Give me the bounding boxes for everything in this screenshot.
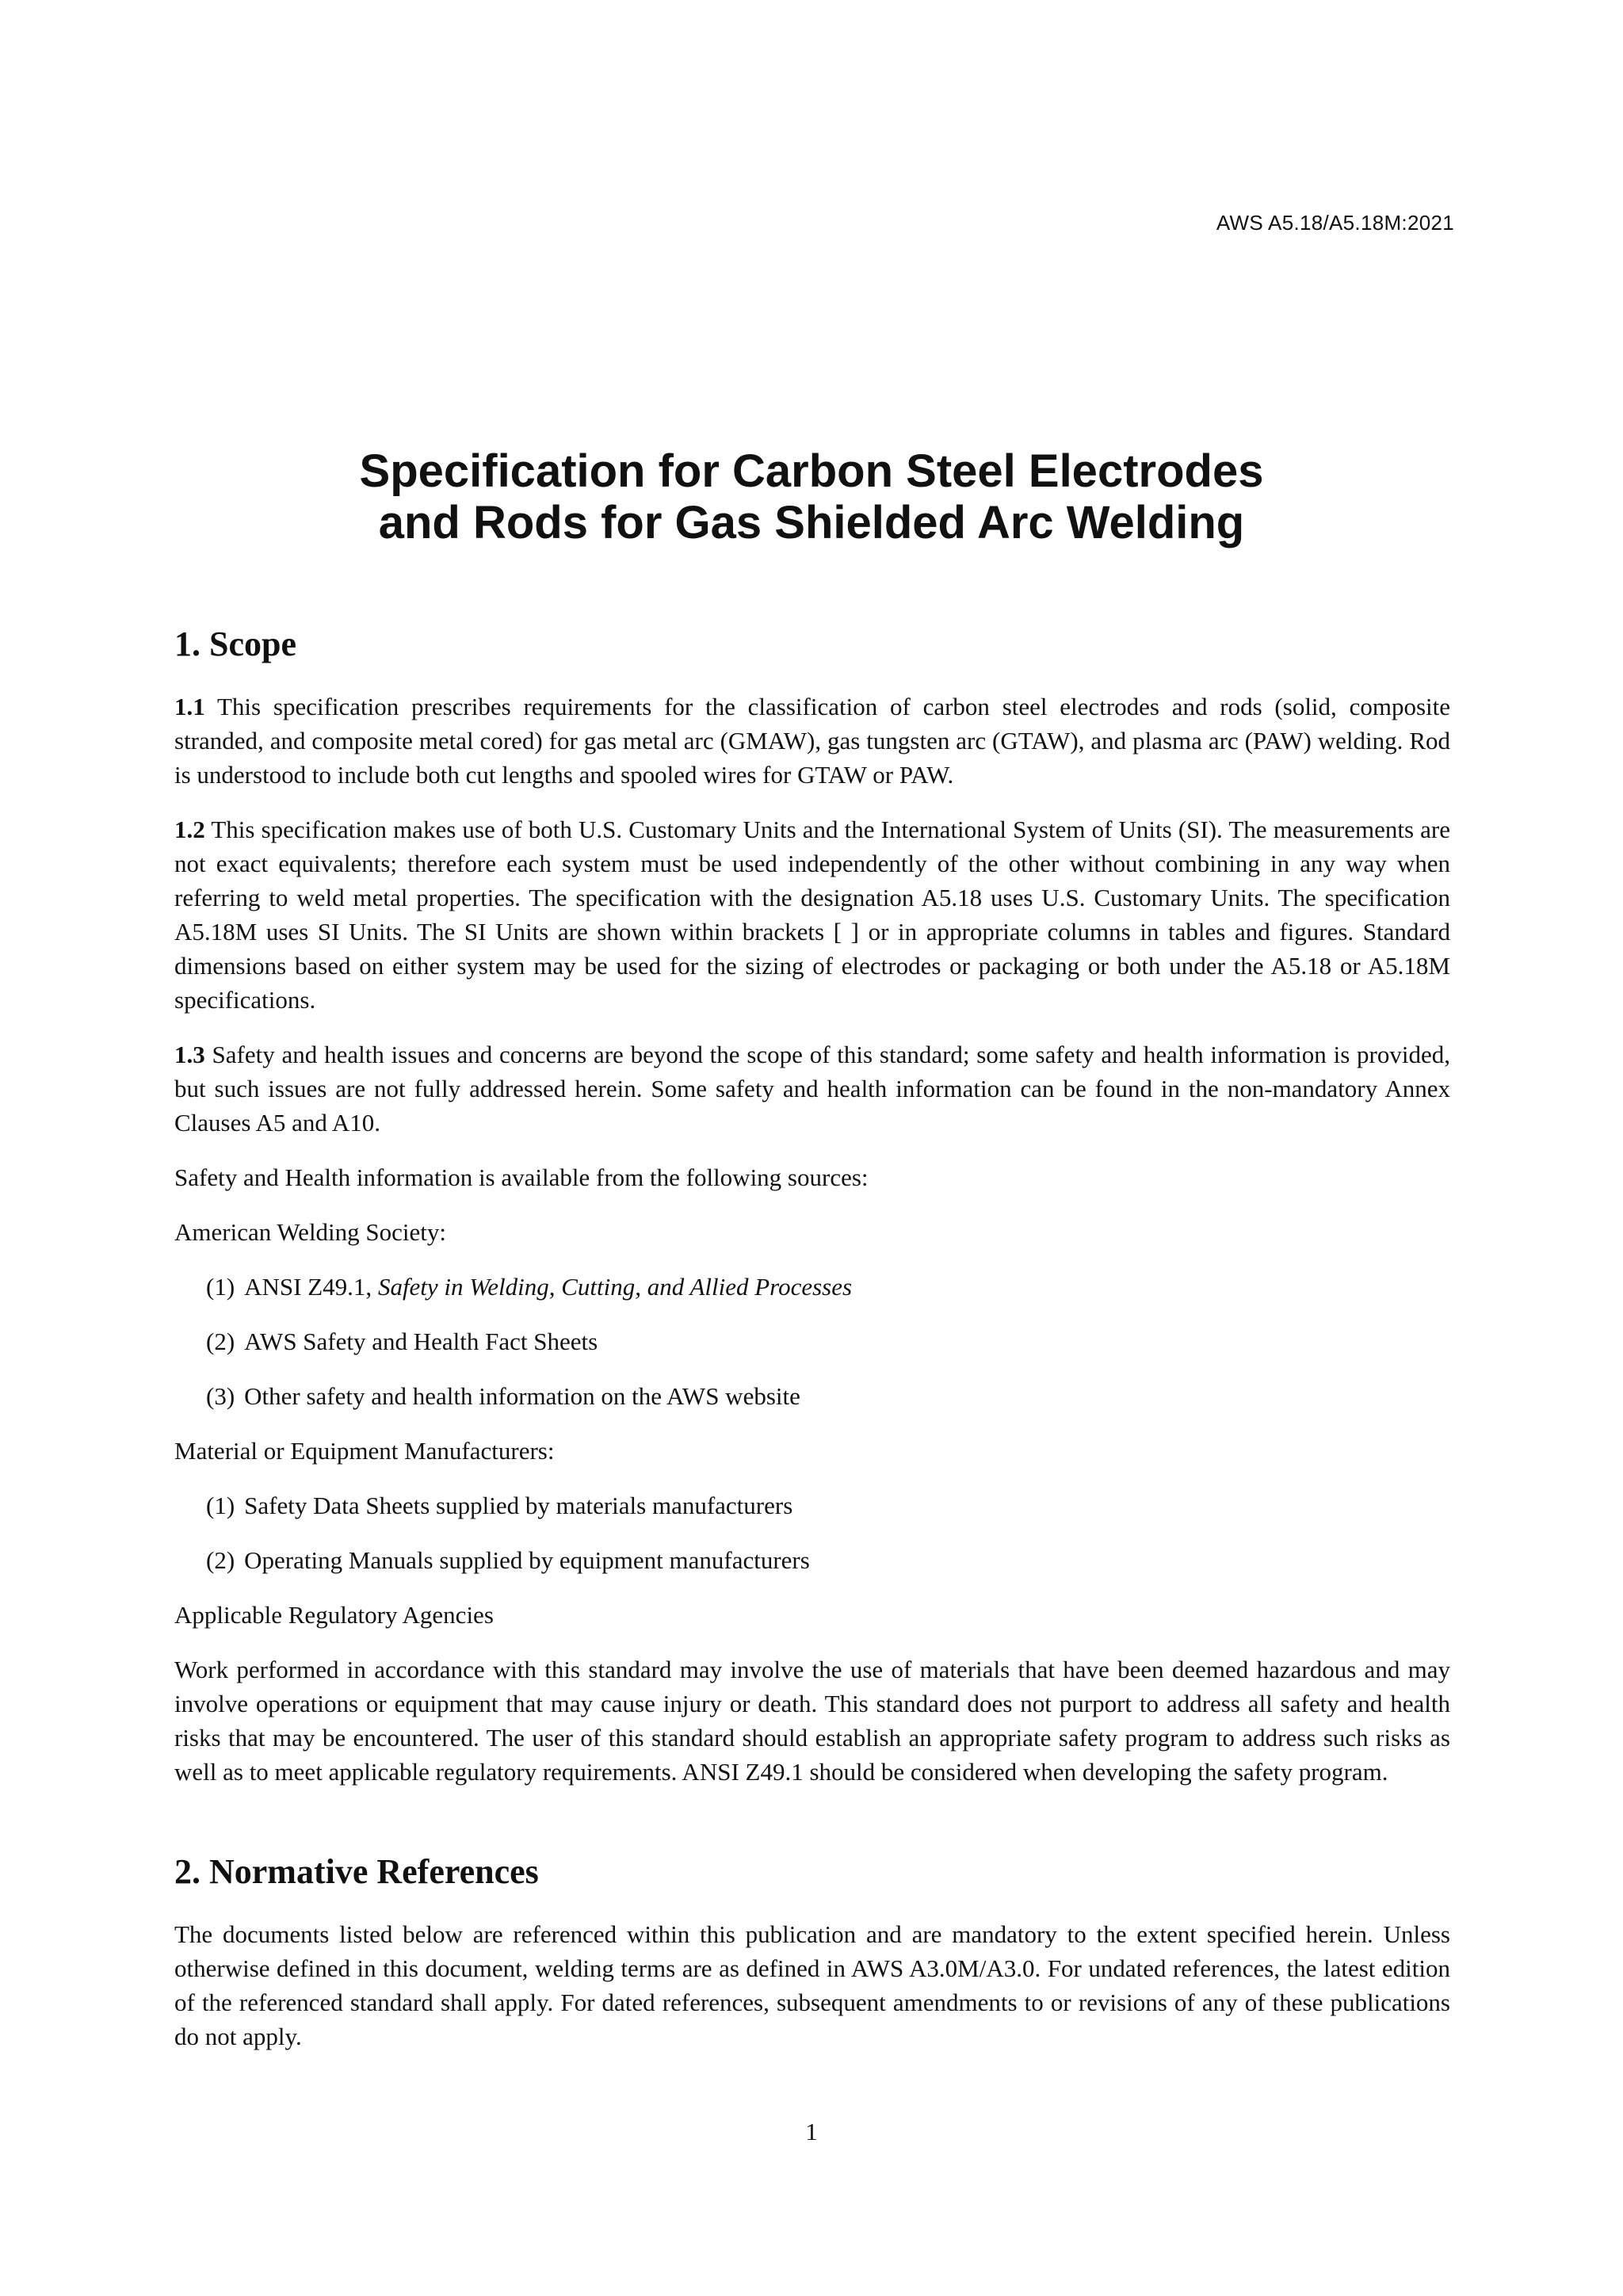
list-item-number: (2) [206, 1328, 235, 1355]
document-title [0, 445, 1623, 548]
clause-text: This specification makes use of both U.S. Customary Units and the International System of Units (SI). The measurements are not exact equivalents; therefore each system must be used independently of the other without combining in any way when referring to weld metal properties. The specification with the designation A5.18 uses U.S. Customary Units. The specification A5.18M uses SI Units. The SI Units are shown within brackets [ ] or in appropriate columns in tables and figures. Standard dimensions based on either system may be used for the sizing of electrodes or packaging or both under the A5.18 or A5.18M specifications. [174, 816, 1450, 1014]
normative-references-paragraph: The documents listed below are referenced within this publication and are mandatory to the extent specified herein. Unless otherwise defined in this document, welding terms are as defined in AWS A3.0M/A3.0. For undated references, the latest edition of the referenced standard shall apply. For dated references, subsequent amendments to or revisions of any of these publications do not apply. [174, 1920, 1450, 2050]
list-item-text: Operating Manuals supplied by equipment manufacturers [244, 1546, 810, 1574]
section-heading-normative-references: 2. Normative References [174, 1852, 539, 1891]
list-item [206, 1324, 1450, 1358]
manufacturers-label: Material or Equipment Manufacturers: [174, 1437, 555, 1465]
list-item-number: (1) [206, 1492, 235, 1519]
list-item [206, 1270, 1450, 1304]
clause-text: Safety and health issues and concerns are beyond the scope of this standard; some safety and health information is provided, but such issues are not fully addressed herein. Some safety and health information can be found in the non-mandatory Annex Clauses A5 and A10. [174, 1041, 1450, 1137]
section-heading-scope: 1. Scope [174, 625, 296, 663]
list-item-italic-title: Safety in Welding, Cutting, and Allied Processes [377, 1273, 853, 1301]
running-header: AWS A5.18/A5.18M:2021 [1216, 211, 1454, 235]
document-body [174, 623, 1450, 2074]
clause-1-1 [174, 690, 1450, 792]
list-item-text: AWS Safety and Health Fact Sheets [244, 1328, 598, 1355]
clause-1-3 [174, 1037, 1450, 1140]
sources-intro: Safety and Health information is available from the following sources: [174, 1163, 869, 1191]
list-item-number: (3) [206, 1382, 235, 1410]
aws-label: American Welding Society: [174, 1218, 447, 1246]
page-number: 1 [805, 2118, 818, 2145]
clause-number: 1.3 [174, 1041, 205, 1068]
aws-sources-list [174, 1270, 1450, 1413]
list-item-number: (1) [206, 1273, 235, 1301]
clause-number: 1.1 [174, 693, 205, 720]
title-line-1: Specification for Carbon Steel Electrodes [359, 445, 1264, 497]
agencies-label: Applicable Regulatory Agencies [174, 1601, 494, 1629]
list-item [206, 1379, 1450, 1413]
clause-number: 1.2 [174, 816, 205, 843]
list-item-prefix: ANSI Z49.1, [244, 1273, 378, 1301]
list-item [206, 1543, 1450, 1577]
list-item-number: (2) [206, 1546, 235, 1574]
manufacturer-sources-list [174, 1488, 1450, 1577]
clause-1-2 [174, 812, 1450, 1017]
title-line-2: and Rods for Gas Shielded Arc Welding [378, 497, 1245, 548]
list-item-text: Other safety and health information on the AWS website [244, 1382, 800, 1410]
list-item-text: Safety Data Sheets supplied by materials manufacturers [244, 1492, 793, 1519]
list-item [206, 1488, 1450, 1522]
work-paragraph: Work performed in accordance with this standard may involve the use of materials that have been deemed hazardous and may involve operations or equipment that may cause injury or death. This standard does not purport to address all safety and health risks that may be encountered. The user of this standard should establish an appropriate safety program to address such risks as well as to meet applicable regulatory requirements. ANSI Z49.1 should be considered when developing the safety program. [174, 1656, 1450, 1786]
clause-text: This specification prescribes requirements for the classification of carbon steel electrodes and rods (solid, composite stranded, and composite metal cored) for gas metal arc (GMAW), gas tungsten arc (GTAW), and plasma arc (PAW) welding. Rod is understood to include both cut lengths and spooled wires for GTAW or PAW. [174, 693, 1450, 789]
